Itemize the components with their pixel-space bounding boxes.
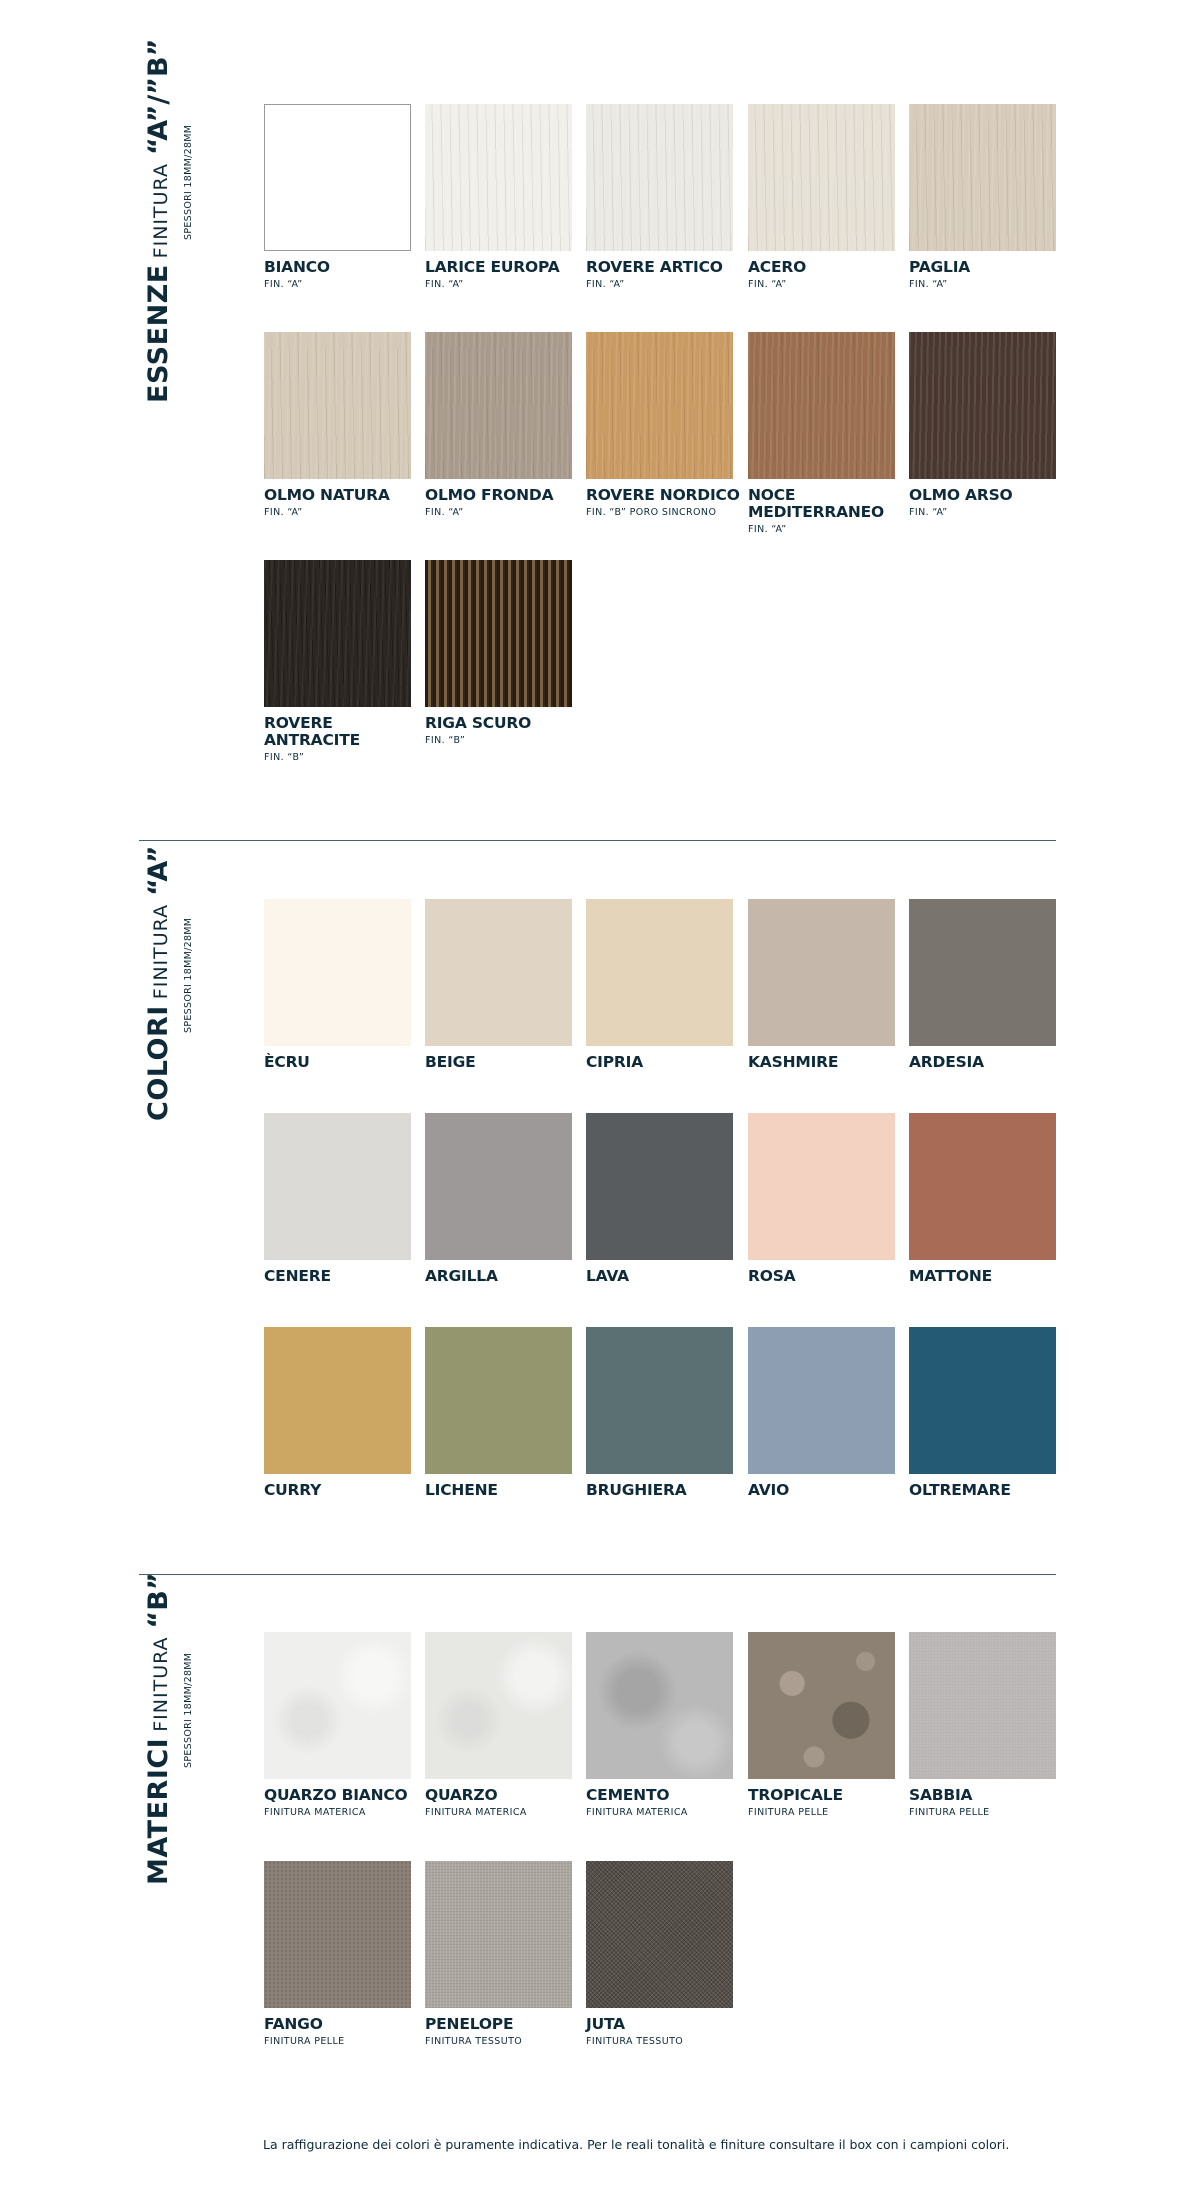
swatch-name: ACERO [748, 258, 807, 276]
essenze-spessori: SPESSORI 18MM/28MM [183, 124, 194, 240]
essenze-spessori-label [176, 125, 195, 240]
swatch-tile [586, 1327, 733, 1474]
swatch-juta [586, 1861, 733, 2047]
swatch-finish: FINITURA MATERICA [264, 1807, 366, 1818]
swatch-tile [425, 560, 572, 707]
swatch-name: OLMO NATURA [264, 486, 390, 504]
swatch-noce-mediterraneo [748, 332, 895, 535]
swatch-name: AVIO [748, 1481, 790, 1499]
swatch-name: OLTREMARE [909, 1481, 1011, 1499]
swatch-name: BEIGE [425, 1053, 476, 1071]
swatch-name: FANGO [264, 2015, 323, 2033]
swatch-name: NOCE MEDITERRANEO [748, 486, 885, 521]
swatch-quarzo-bianco [264, 1632, 411, 1818]
swatch-mattone [909, 1113, 1056, 1285]
swatch-tile [586, 104, 733, 251]
swatch-tile [586, 1113, 733, 1260]
swatch-name: ÈCRU [264, 1053, 310, 1071]
swatch-cipria [586, 899, 733, 1071]
swatch-beige [425, 899, 572, 1071]
materici-code: “B” [143, 1572, 174, 1629]
swatch-tile [586, 332, 733, 479]
swatch-tile [264, 560, 411, 707]
swatch-paglia [909, 104, 1056, 290]
swatch-tile [748, 1113, 895, 1260]
swatch-tile [586, 1632, 733, 1779]
swatch-tile [264, 899, 411, 1046]
swatch-sabbia [909, 1632, 1056, 1818]
swatch-tile [425, 104, 572, 251]
swatch-finish: FINITURA TESSUTO [586, 2036, 684, 2047]
swatch-name: LAVA [586, 1267, 629, 1285]
swatch-name: PAGLIA [909, 258, 971, 276]
swatch-name: ARGILLA [425, 1267, 498, 1285]
swatch-name: PENELOPE [425, 2015, 514, 2033]
swatch-tile [909, 899, 1056, 1046]
materici-spessori: SPESSORI 18MM/28MM [183, 1652, 194, 1768]
swatch-tile [748, 1327, 895, 1474]
swatch-tile [264, 1632, 411, 1779]
swatch-tile [425, 1861, 572, 2008]
swatch-finish: FIN. “A” [264, 279, 303, 290]
swatch-rosa [748, 1113, 895, 1285]
swatch-finish: FIN. “B” PORO SINCRONO [586, 507, 717, 518]
swatch-tile [264, 332, 411, 479]
swatch-tile [909, 1632, 1056, 1779]
swatch-tile [425, 1113, 572, 1260]
swatch-name: ROSA [748, 1267, 796, 1285]
swatch-fango [264, 1861, 411, 2047]
materici-section-label [143, 1572, 174, 1885]
essenze-finitura: FINITURA [150, 163, 172, 259]
swatch-tile [425, 1327, 572, 1474]
swatch-finish: FIN. “B” [264, 752, 305, 763]
swatch-rovere-nordico [586, 332, 740, 518]
swatch-tile [264, 1327, 411, 1474]
swatch-kashmire [748, 899, 895, 1071]
swatch-acero [748, 104, 895, 290]
swatch-finish: FIN. “B” [425, 735, 466, 746]
swatch-olmo-natura [264, 332, 411, 518]
section-divider [139, 840, 1056, 841]
swatch-tile [748, 332, 895, 479]
swatch-bianco [264, 104, 411, 290]
swatch-cemento [586, 1632, 733, 1818]
swatch-name: ROVERE NORDICO [586, 486, 740, 504]
swatch-finish: FINITURA PELLE [264, 2036, 345, 2047]
swatch-name: SABBIA [909, 1786, 973, 1804]
swatch-ecru [264, 899, 411, 1071]
swatch-name: KASHMIRE [748, 1053, 839, 1071]
swatch-finish: FIN. “A” [425, 279, 464, 290]
swatch-finish: FINITURA PELLE [909, 1807, 990, 1818]
swatch-tile [586, 899, 733, 1046]
swatch-lichene [425, 1327, 572, 1499]
colori-spessori: SPESSORI 18MM/28MM [183, 917, 194, 1033]
swatch-quarzo [425, 1632, 572, 1818]
swatch-tile [748, 1632, 895, 1779]
swatch-name: TROPICALE [748, 1786, 843, 1804]
swatch-tile [425, 332, 572, 479]
swatch-name: CEMENTO [586, 1786, 670, 1804]
colori-section-label [143, 845, 174, 1121]
materici-spessori-label [176, 1653, 195, 1768]
swatch-penelope [425, 1861, 572, 2047]
swatch-olmo-fronda [425, 332, 572, 518]
swatch-name: MATTONE [909, 1267, 993, 1285]
swatch-name: OLMO FRONDA [425, 486, 554, 504]
essenze-code: “A”/”B” [143, 38, 174, 156]
section-divider [139, 1574, 1056, 1575]
swatch-name: BRUGHIERA [586, 1481, 687, 1499]
swatch-name: ROVERE ARTICO [586, 258, 723, 276]
swatch-name: RIGA SCURO [425, 714, 532, 732]
swatch-name: QUARZO [425, 1786, 498, 1804]
swatch-brughiera [586, 1327, 733, 1499]
swatch-lava [586, 1113, 733, 1285]
swatch-name: QUARZO BIANCO [264, 1786, 408, 1804]
swatch-finish: FINITURA TESSUTO [425, 2036, 523, 2047]
swatch-tile [909, 1113, 1056, 1260]
colori-spessori-label [176, 918, 195, 1033]
colori-finitura: FINITURA [150, 903, 172, 1000]
swatch-olmo-arso [909, 332, 1056, 518]
swatch-finish: FINITURA PELLE [748, 1807, 829, 1818]
swatch-finish: FIN. “A” [748, 279, 787, 290]
swatch-riga-scuro [425, 560, 572, 746]
essenze-section-label [143, 39, 174, 403]
swatch-tile [264, 104, 411, 251]
swatch-tile [909, 332, 1056, 479]
swatch-tile [909, 1327, 1056, 1474]
colori-code: “A” [143, 845, 174, 896]
swatch-name: OLMO ARSO [909, 486, 1013, 504]
swatch-avio [748, 1327, 895, 1499]
footnote: La raffigurazione dei colori è puramente indicativa. Per le reali tonalità e finiture consultare il box con i campioni colori. [263, 2137, 1010, 2152]
swatch-rovere-antracite [264, 560, 411, 763]
swatch-name: LARICE EUROPA [425, 258, 560, 276]
swatch-name: CURRY [264, 1481, 322, 1499]
swatch-name: BIANCO [264, 258, 330, 276]
swatch-name: CENERE [264, 1267, 331, 1285]
swatch-finish: FIN. “A” [425, 507, 464, 518]
swatch-finish: FIN. “A” [264, 507, 303, 518]
swatch-argilla [425, 1113, 572, 1285]
swatch-finish: FIN. “A” [909, 507, 948, 518]
swatch-tile [748, 104, 895, 251]
materici-finitura: FINITURA [150, 1636, 172, 1732]
swatch-tile [748, 899, 895, 1046]
swatch-name: CIPRIA [586, 1053, 644, 1071]
swatch-tile [425, 899, 572, 1046]
swatch-name: ROVERE ANTRACITE [264, 714, 360, 749]
swatch-finish: FIN. “A” [586, 279, 625, 290]
swatch-oltremare [909, 1327, 1056, 1499]
swatch-name: ARDESIA [909, 1053, 984, 1071]
swatch-tile [586, 1861, 733, 2008]
swatch-finish: FINITURA MATERICA [425, 1807, 527, 1818]
swatch-tile [909, 104, 1056, 251]
swatch-finish: FINITURA MATERICA [586, 1807, 688, 1818]
swatch-tile [264, 1113, 411, 1260]
swatch-finish: FIN. “A” [909, 279, 948, 290]
swatch-cenere [264, 1113, 411, 1285]
swatch-tropicale [748, 1632, 895, 1818]
swatch-rovere-artico [586, 104, 733, 290]
colori-title: COLORI [143, 1005, 174, 1121]
materici-title: MATERICI [143, 1737, 174, 1885]
swatch-larice-europa [425, 104, 572, 290]
swatch-tile [425, 1632, 572, 1779]
swatch-finish: FIN. “A” [748, 524, 787, 535]
swatch-ardesia [909, 899, 1056, 1071]
swatch-tile [264, 1861, 411, 2008]
essenze-title: ESSENZE [143, 264, 174, 403]
swatch-curry [264, 1327, 411, 1499]
swatch-name: LICHENE [425, 1481, 498, 1499]
swatch-name: JUTA [586, 2015, 625, 2033]
